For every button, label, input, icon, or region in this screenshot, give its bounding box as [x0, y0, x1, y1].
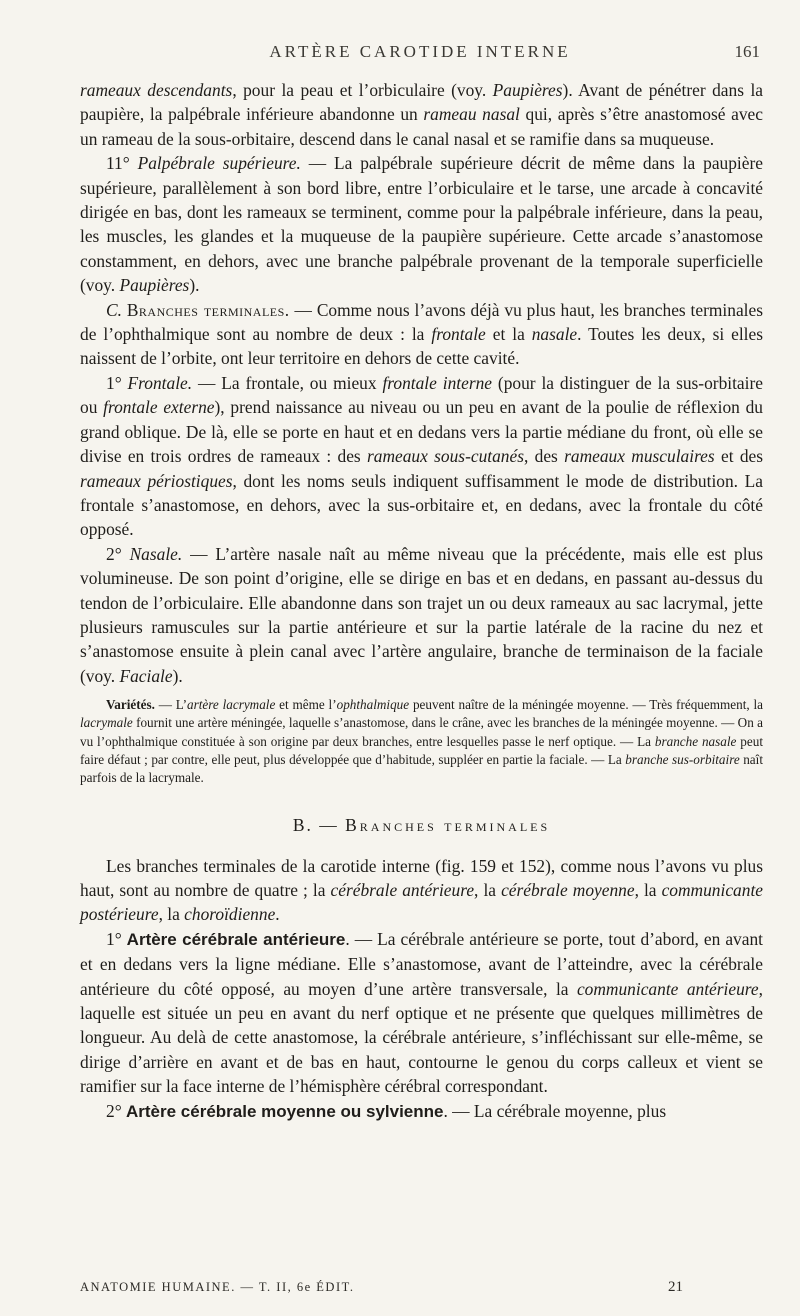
subsection-heading: Nasale.	[129, 543, 183, 564]
term: frontale	[431, 324, 486, 345]
note-varietes: Variétés. — L’artère lacrymale et même l’ophthalmique peuvent naître de la méningée moyenne. — Très fréquemment, la lacrymale fournit une artère méningée, laquelle s’anastomose, dans le crâne, avec les branches de la méningée moyenne. — On a vu l’ophthalmique constituée à son origine par deux branches, entre lesquelles passe le nerf optique. — La branche nasale peut faire défaut ; par contre, elle peut, plus développée que d’habitude, suppléer en partie la faciale. — La branche sus-orbitaire naît parfois de la lacrymale.	[80, 697, 763, 785]
cross-reference: Paupières	[492, 80, 563, 100]
term: communicante postérieure	[80, 879, 763, 925]
term: frontale interne	[382, 372, 493, 393]
subsection-heading: Palpébrale supérieure.	[137, 153, 301, 174]
term: frontale externe	[103, 397, 215, 418]
cross-reference: Paupières	[119, 275, 190, 296]
paragraph-branches-terminales-carotide: Les branches terminales de la carotide interne (fig. 159 et 152), comme nous l’avons vu plus haut, sont au nombre de quatre ; la cérébrale antérieure, la cérébrale moyenne, la communicante postérieure, la choroïdienne.	[80, 855, 763, 925]
term: rameaux sous-cutanés	[367, 446, 524, 467]
term: rameaux descendants	[80, 80, 233, 100]
paragraph-nasale: 2° Nasale. — L’artère nasale naît au même niveau que la précédente, mais elle est plus volumineuse. De son point d’origine, elle se dirige en bas et en dedans, en passant au-dessus du tendon de l’orbiculaire. Elle abandonne dans son trajet un ou deux rameaux au sac lacrymal, jette plusieurs ramuscules sur la partie antérieure et sur la partie latérale de la racine du nez et s’anastomose ensuite à plein canal avec l’artère angulaire, branche de terminaison de la faciale (voy. Faciale).	[80, 543, 764, 686]
term: rameau nasal	[423, 104, 520, 125]
subsection-heading: Artère cérébrale antérieure	[126, 929, 346, 949]
subsection-heading: Branches terminales.	[126, 299, 290, 320]
term: communicante antérieure	[576, 978, 759, 999]
paragraph-branches-terminales-ophthalmique: C. Branches terminales. — Comme nous l’avons déjà vu plus haut, les branches terminales de l’ophthalmique sont au nombre de deux : la frontale et la nasale. Toutes les deux, si elles naissent de l’orbite, ont leur territoire en dehors de cette cavité.	[80, 299, 763, 369]
subsection-heading: Frontale.	[127, 372, 193, 393]
cross-reference: Faciale	[119, 665, 173, 686]
paragraph-palpebrale-superieure: 11° Palpébrale supérieure. — La palpébrale supérieure décrit de même dans la paupière supérieure, parallèlement à son bord libre, entre l’orbiculaire et le tarse, une arcade à concavité dirigée en bas, dont les rameaux se terminent, comme pour la palpébrale inférieure, dans la peau, les muscles, les glandes et la muqueuse de la paupière supérieure. Cette arcade s’anastomose constamment, en dehors, avec une branche palpébrale provenant de la temporale superficielle (voy. Paupières).	[80, 153, 763, 296]
term: cérébrale moyenne	[501, 879, 635, 900]
footer-imprint: ANATOMIE HUMAINE. — T. II, 6e ÉDIT.	[80, 1280, 355, 1294]
subsection-heading: Artère cérébrale moyenne ou sylvienne	[126, 1101, 444, 1121]
paragraph-cerebrale-moyenne: 2° Artère cérébrale moyenne ou sylvienne. — La cérébrale moyenne, plus	[106, 1100, 667, 1121]
signature-mark: 21	[668, 1279, 683, 1295]
term: nasale	[531, 324, 578, 345]
term: rameaux musculaires	[564, 446, 715, 467]
page-number: 161	[734, 42, 760, 61]
term: choroïdienne	[184, 904, 276, 925]
running-header	[80, 40, 760, 64]
running-title: ARTÈRE CAROTIDE INTERNE	[269, 42, 571, 61]
page-footer	[80, 1280, 763, 1300]
term: cérébrale antérieure	[330, 879, 475, 900]
term: rameaux périostiques	[80, 470, 233, 491]
body-text	[80, 78, 763, 1124]
section-heading: B. — Branches terminales	[292, 815, 551, 836]
note-label: Variétés.	[106, 697, 155, 713]
paragraph-cerebrale-anterieure: 1° Artère cérébrale antérieure. — La cérébrale antérieure se porte, tout d’abord, en avant et en dedans vers la ligne médiane. Elle s’anastomose, avant de l’atteindre, avec la cérébrale antérieure du côté opposé, au moyen d’une artère transversale, la communicante antérieure, laquelle est située un peu en avant du nerf optique et ne présente que quelques millimètres de longueur. Au delà de cette anastomose, la cérébrale antérieure, s’infléchissant sur elle-même, se dirige d’arrière en avant et de bas en haut, contourne le genou du corps calleux et vient se ramifier sur la face interne de l’hémisphère cérébral correspondant.	[80, 928, 763, 1097]
section-title: Branches terminales	[345, 815, 551, 836]
paragraph-frontale: 1° Frontale. — La frontale, ou mieux frontale interne (pour la distinguer de la sus-orbitaire ou frontale externe), prend naissance au niveau ou un peu en avant de la poulie de réflexion du grand oblique. De là, elle se porte en haut et en dedans vers la partie médiane du front, où elle se divise en trois ordres de rameaux : des rameaux sous-cutanés, des rameaux musculaires et des rameaux périostiques, dont les noms seuls indiquent suffisamment le mode de distribution. La frontale s’anastomose, en dehors, avec la sus-orbitaire et, en dedans, avec la frontale du côté opposé.	[80, 372, 764, 540]
paragraph-rameaux-descendants: rameaux descendants, pour la peau et l’orbiculaire (voy. Paupières). Avant de pénétrer dans la paupière, la palpébrale inférieure abandonne un rameau nasal qui, après s’être anastomosé avec un rameau de la sous-orbitaire, descend dans le canal nasal et se ramifie dans sa muqueuse.	[80, 80, 763, 149]
